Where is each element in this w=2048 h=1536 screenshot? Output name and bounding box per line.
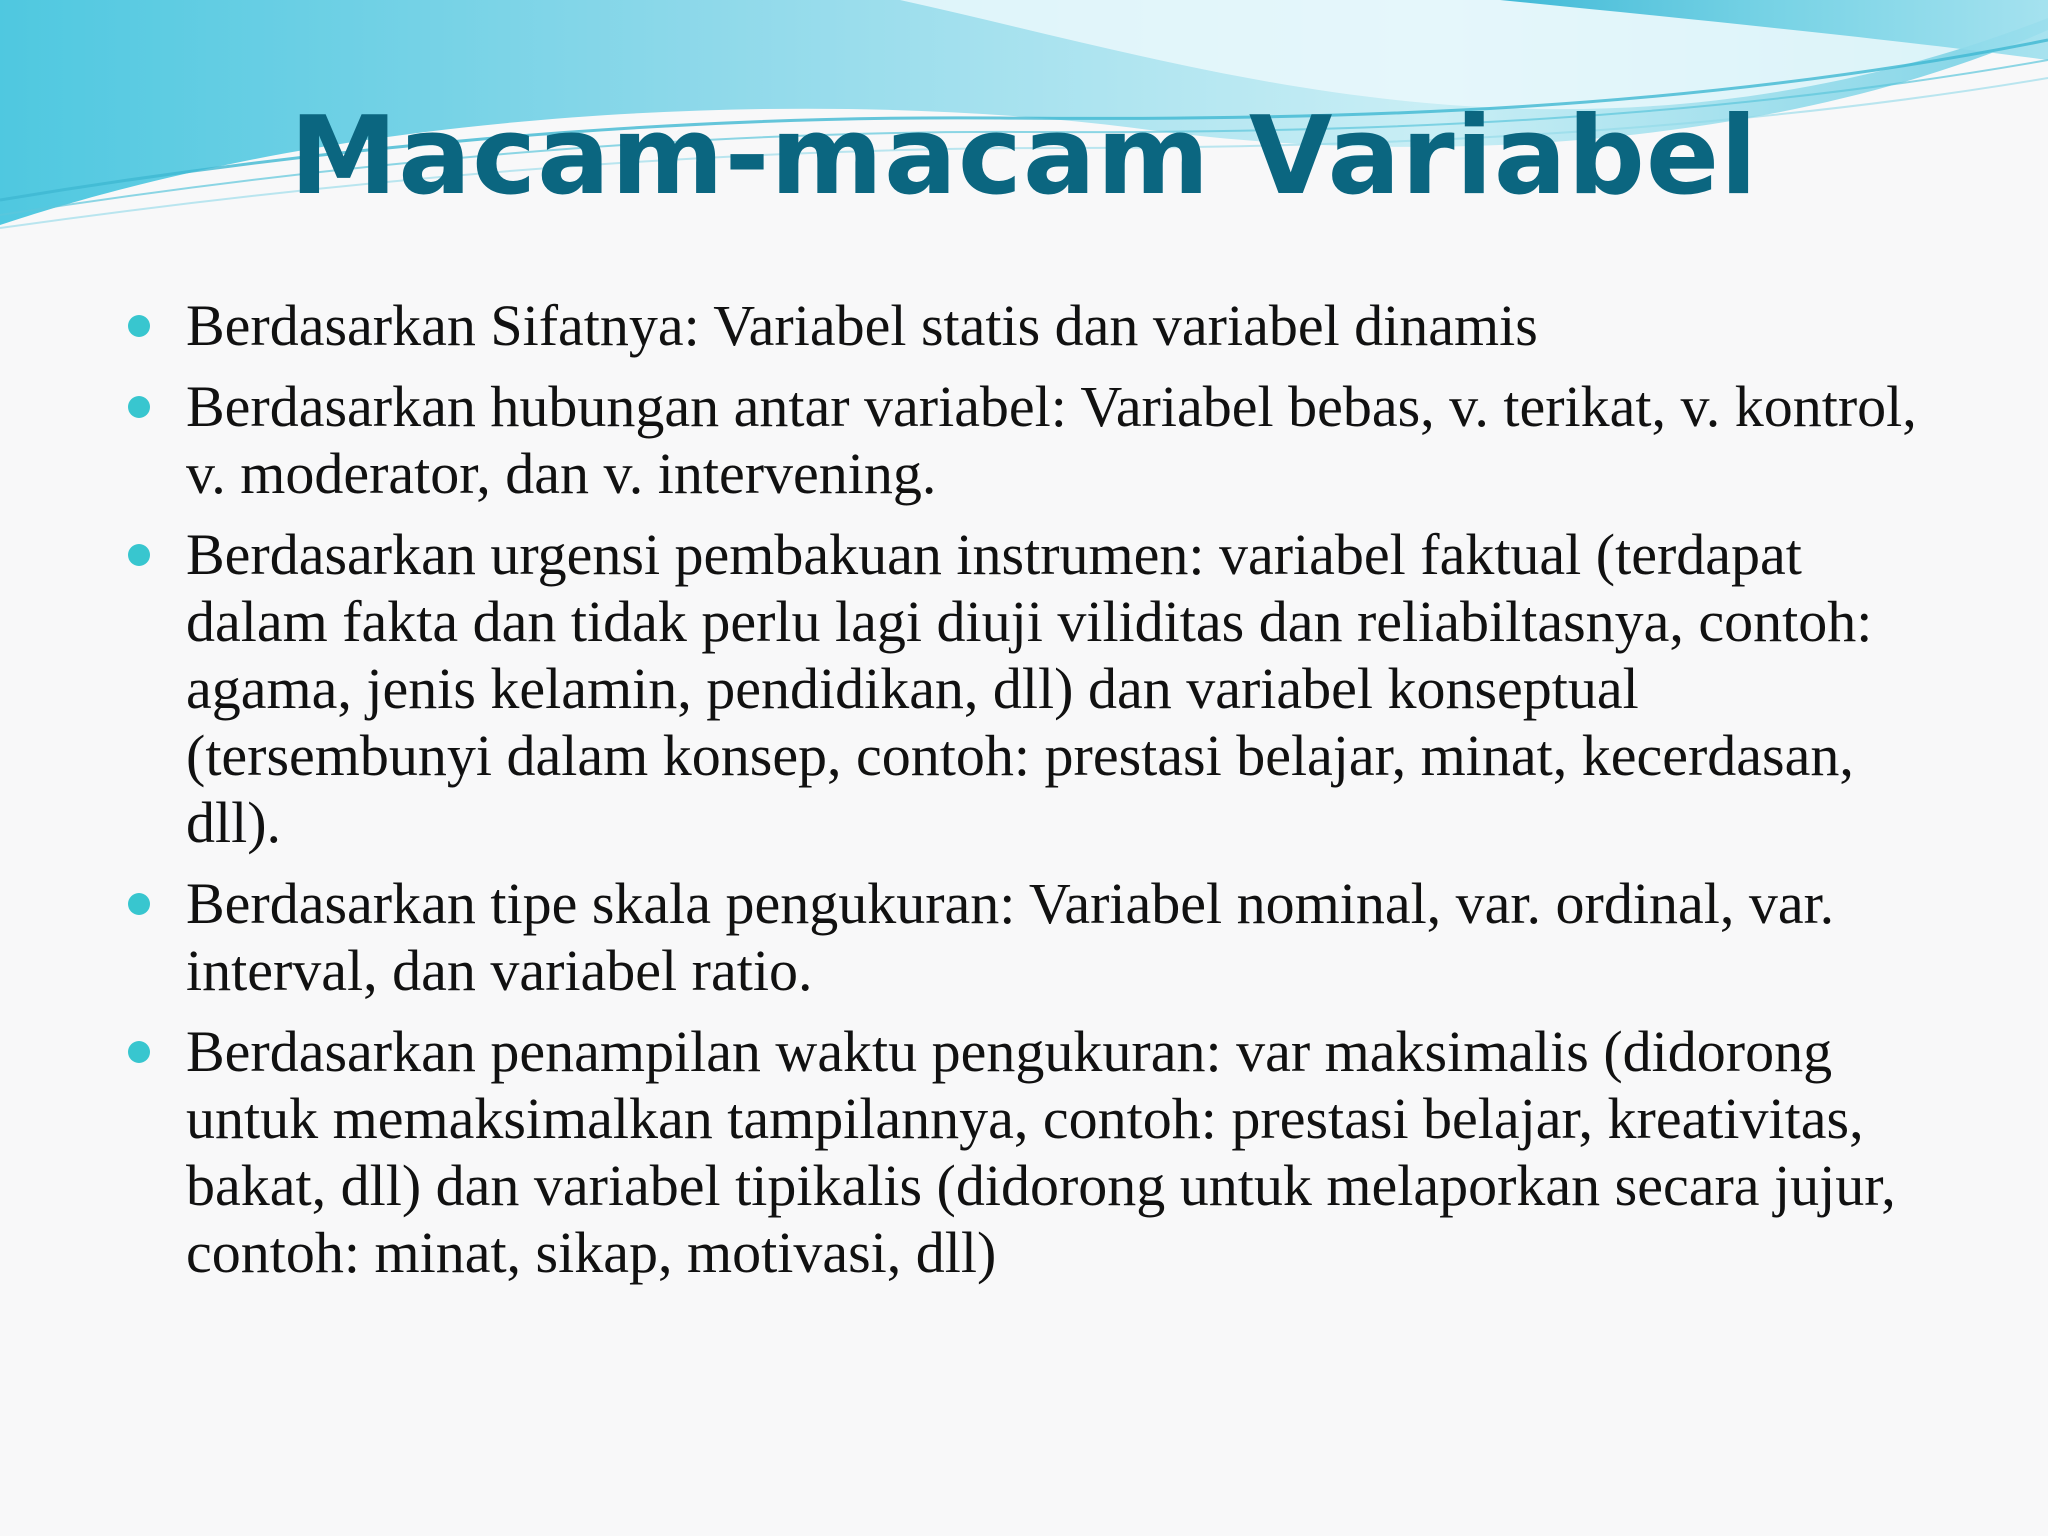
bullet-dot-icon — [128, 1041, 150, 1063]
bullet-dot-icon — [128, 544, 150, 566]
bullet-list — [126, 292, 1926, 1300]
bullet-text: Berdasarkan Sifatnya: Variabel statis dan variabel dinamis — [186, 293, 1538, 358]
bullet-text: Berdasarkan penampilan waktu pengukuran: var maksimalis (didorong untuk memaksimalkan tampilannya, contoh: prestasi belajar, kreativitas, bakat, dll) dan variabel tipikalis (didorong untuk melaporkan secara jujur, contoh: minat, sikap, motivasi, dll) — [186, 1019, 1896, 1285]
bullet-text: Berdasarkan urgensi pembakuan instrumen: variabel faktual (terdapat dalam fakta dan tidak perlu lagi diuji viliditas dan reliabiltasnya, contoh: agama, jenis kelamin, pendidikan, dll) dan variabel konseptual (tersembunyi dalam konsep, contoh: prestasi belajar, minat, kecerdasan, dll). — [186, 522, 1873, 855]
bullet-dot-icon — [128, 315, 150, 337]
bullet-item — [126, 870, 1926, 1004]
bullet-dot-icon — [128, 396, 150, 418]
bullet-text: Berdasarkan hubungan antar variabel: Variabel bebas, v. terikat, v. kontrol, v. moderator, dan v. intervening. — [186, 374, 1917, 506]
bullet-dot-icon — [128, 893, 150, 915]
slide-title: Macam-macam Variabel — [289, 94, 1759, 219]
bullet-item — [126, 373, 1926, 507]
bullet-item — [126, 1018, 1926, 1286]
bullet-item — [126, 521, 1926, 856]
bullet-item — [126, 292, 1926, 359]
bullet-text: Berdasarkan tipe skala pengukuran: Variabel nominal, var. ordinal, var. interval, dan variabel ratio. — [186, 871, 1835, 1003]
